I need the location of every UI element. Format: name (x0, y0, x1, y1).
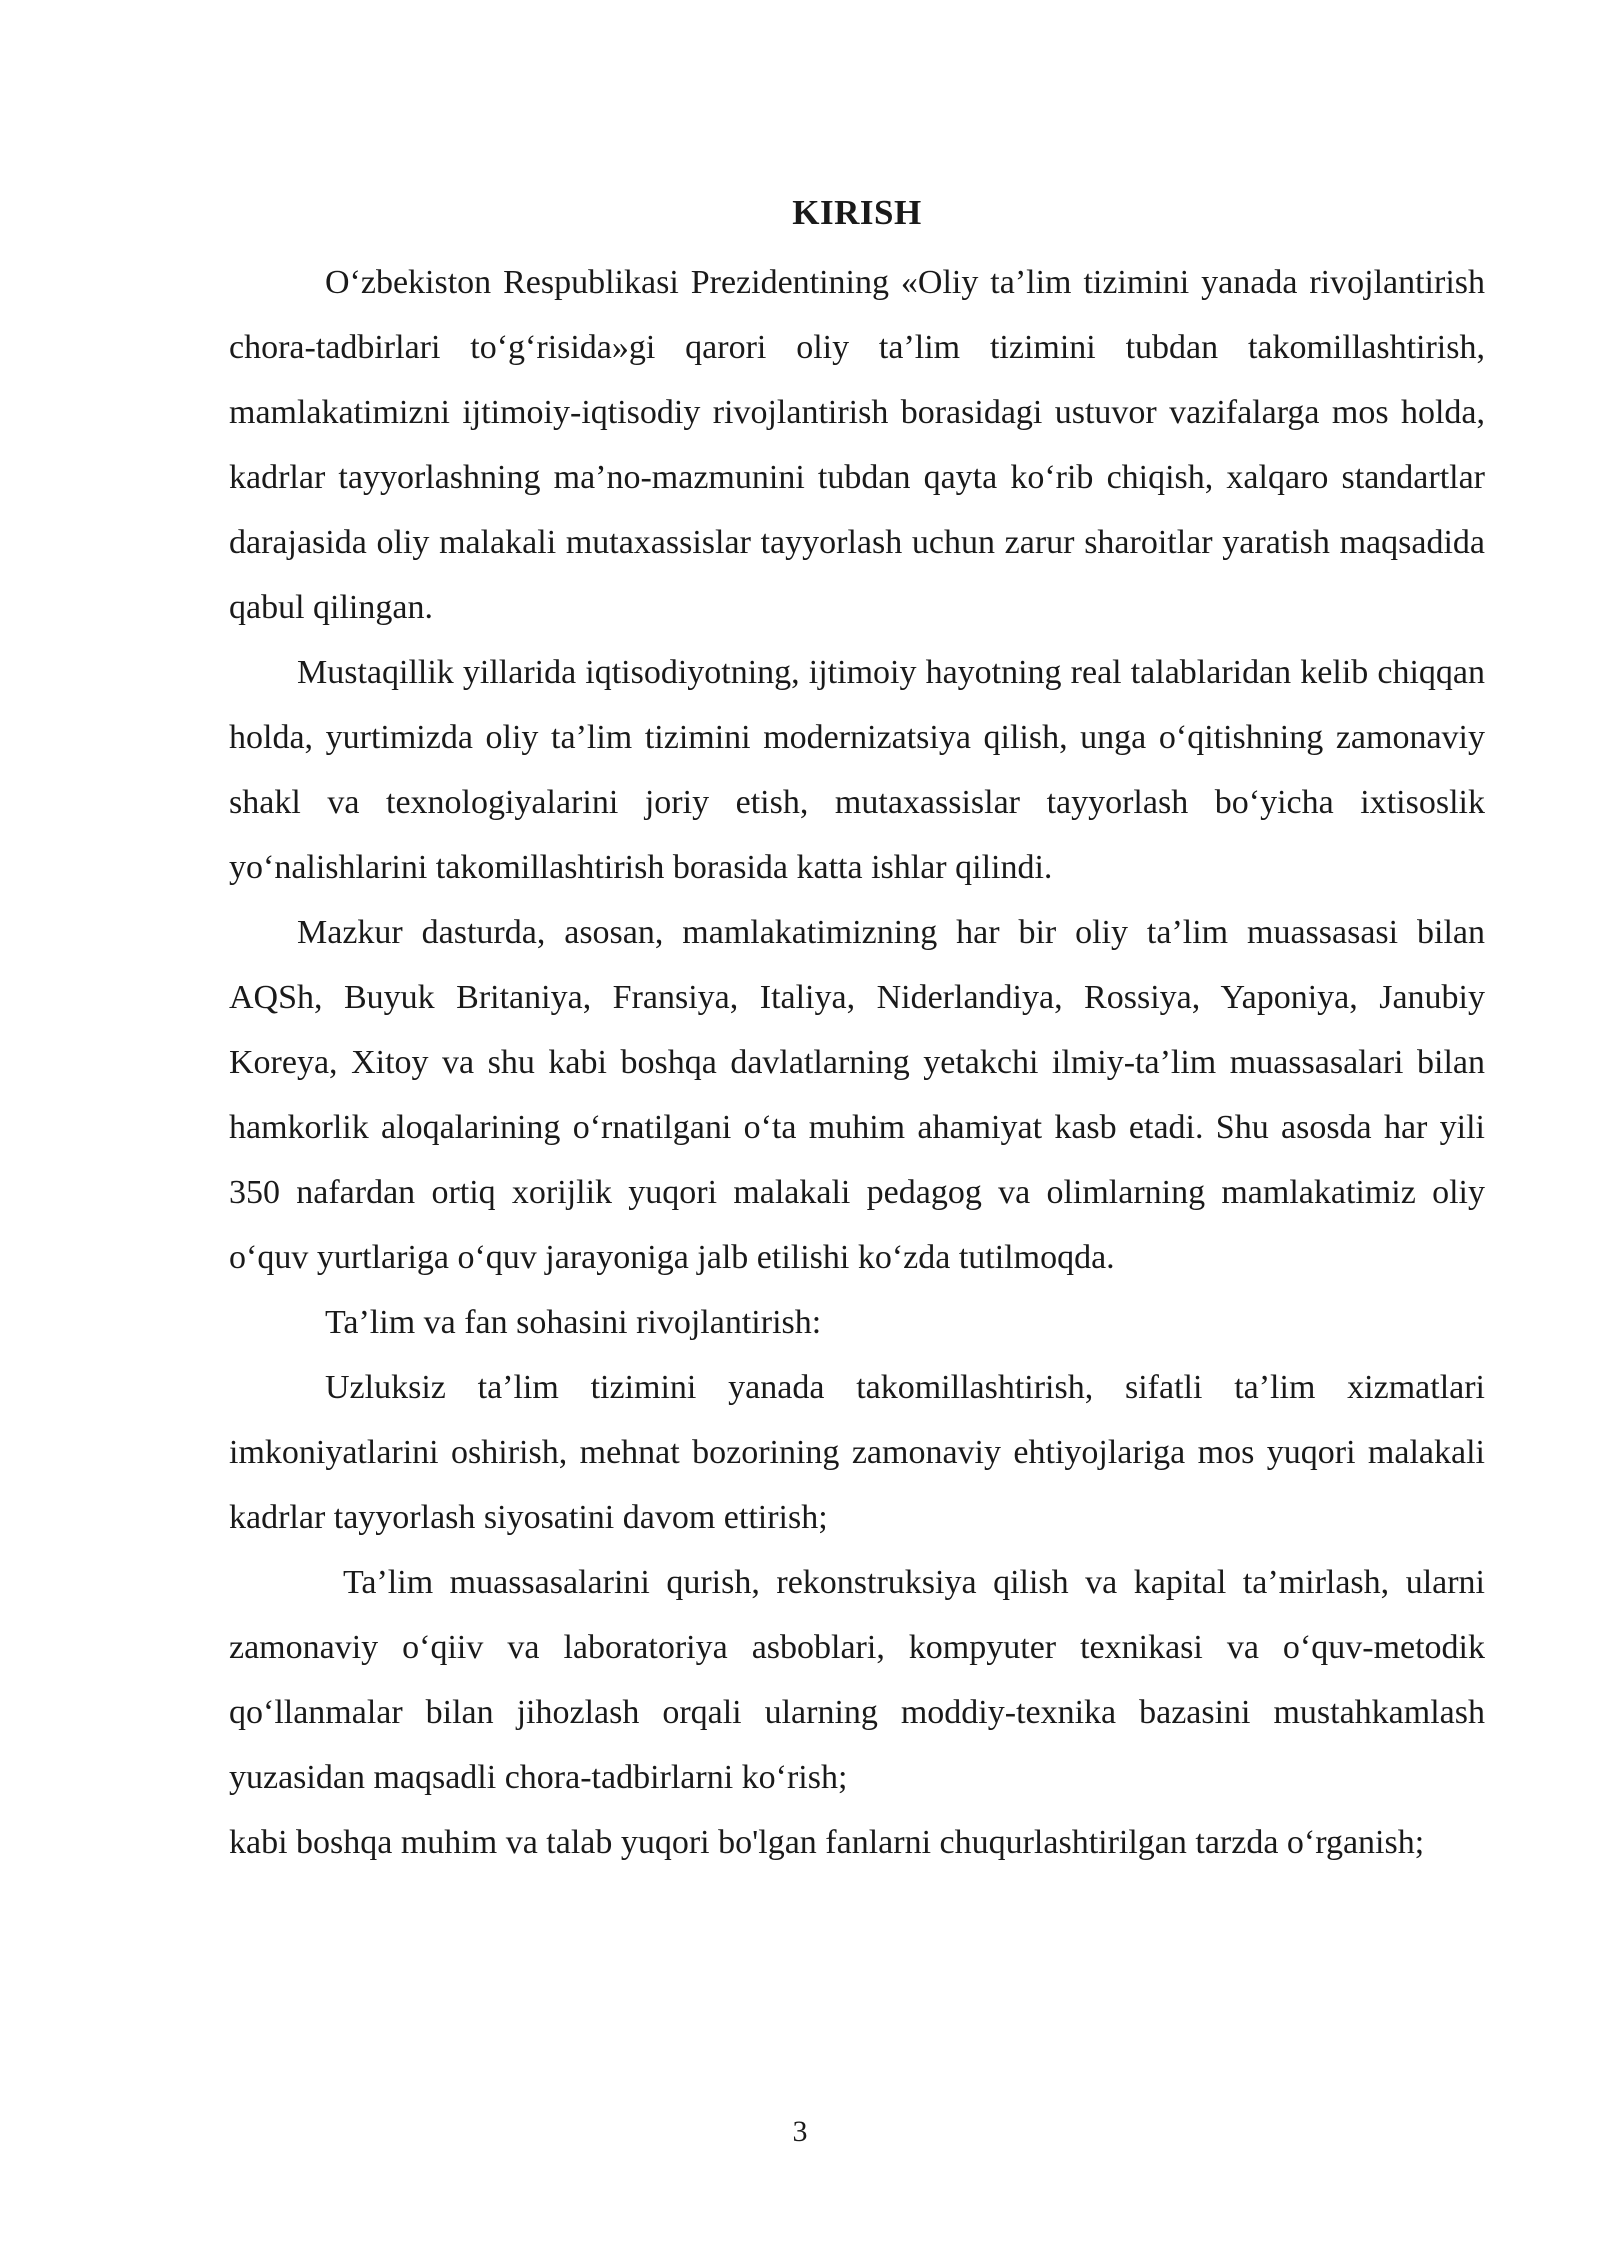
page-title: KIRISH (792, 193, 922, 232)
paragraph-international-cooperation: Mazkur dasturda, asosan, mamlakatimizning har bir oliy ta’lim muassasasi bilan AQSh, Buyuk Britaniya, Fransiya, Italiya, Niderlandiya, Rossiya, Yaponiya, Janubiy Koreya, Xitoy va shu kabi boshqa davlatlarning yetakchi ilmiy-ta’lim muassasalari bilan hamkorlik aloqalarining o‘rnatilgani o‘ta muhim ahamiyat kasb etadi. Shu asosda har yili 350 nafardan ortiq xorijlik yuqori malakali pedagog va olimlarning mamlakatimiz oliy o‘quv yurtlariga o‘quv jarayoniga jalb etilishi ko‘zda tutilmoqda. (229, 914, 1485, 1276)
page-body (229, 190, 1485, 1875)
page-number: 3 (792, 2115, 808, 2148)
paragraph-education-heading: Ta’lim va fan sohasini rivojlantirish: (325, 1304, 822, 1341)
paragraph-independence-years: Mustaqillik yillarida iqtisodiyotning, ijtimoiy hayotning real talablaridan kelib chiqqan holda, yurtimizda oliy ta’lim tizimini modernizatsiya qilish, unga o‘qitishning zamonaviy shakl va texnologiyalarini joriy etish, mutaxassislar tayyorlash bo‘yicha ixtisoslik yo‘nalishlarini takomillashtirish borasida katta ishlar qilindi. (229, 654, 1485, 886)
paragraph-infrastructure: Ta’lim muassasalarini qurish, rekonstruksiya qilish va kapital ta’mirlash, ularni zamonaviy o‘qiiv va laboratoriya asboblari, kompyuter texnikasi va o‘quv-metodik qo‘llanmalar bilan jihozlash orqali ularning moddiy-texnika bazasini mustahkamlash yuzasidan maqsadli chora-tadbirlarni ko‘rish; (229, 1564, 1485, 1796)
paragraph-in-depth-study: kabi boshqa muhim va talab yuqori bo'lgan fanlarni chuqurlashtirilgan tarzda o‘rganish; (229, 1824, 1425, 1861)
paragraph-intro: O‘zbekiston Respublikasi Prezidentining «Oliy ta’lim tizimini yanada rivojlantirish chora-tadbirlari to‘g‘risida»gi qarori oliy ta’lim tizimini tubdan takomillashtirish, mamlakatimizni ijtimoiy-iqtisodiy rivojlantirish borasidagi ustuvor vazifalarga mos holda, kadrlar tayyorlashning ma’no-mazmunini tubdan qayta ko‘rib chiqish, xalqaro standartlar darajasida oliy malakali mutaxassislar tayyorlash uchun zarur sharoitlar yaratish maqsadida qabul qilingan. (229, 264, 1485, 626)
paragraph-continuous-education: Uzluksiz ta’lim tizimini yanada takomillashtirish, sifatli ta’lim xizmatlari imkoniyatlarini oshirish, mehnat bozorining zamonaviy ehtiyojlariga mos yuqori malakali kadrlar tayyorlash siyosatini davom ettirish; (229, 1369, 1485, 1536)
